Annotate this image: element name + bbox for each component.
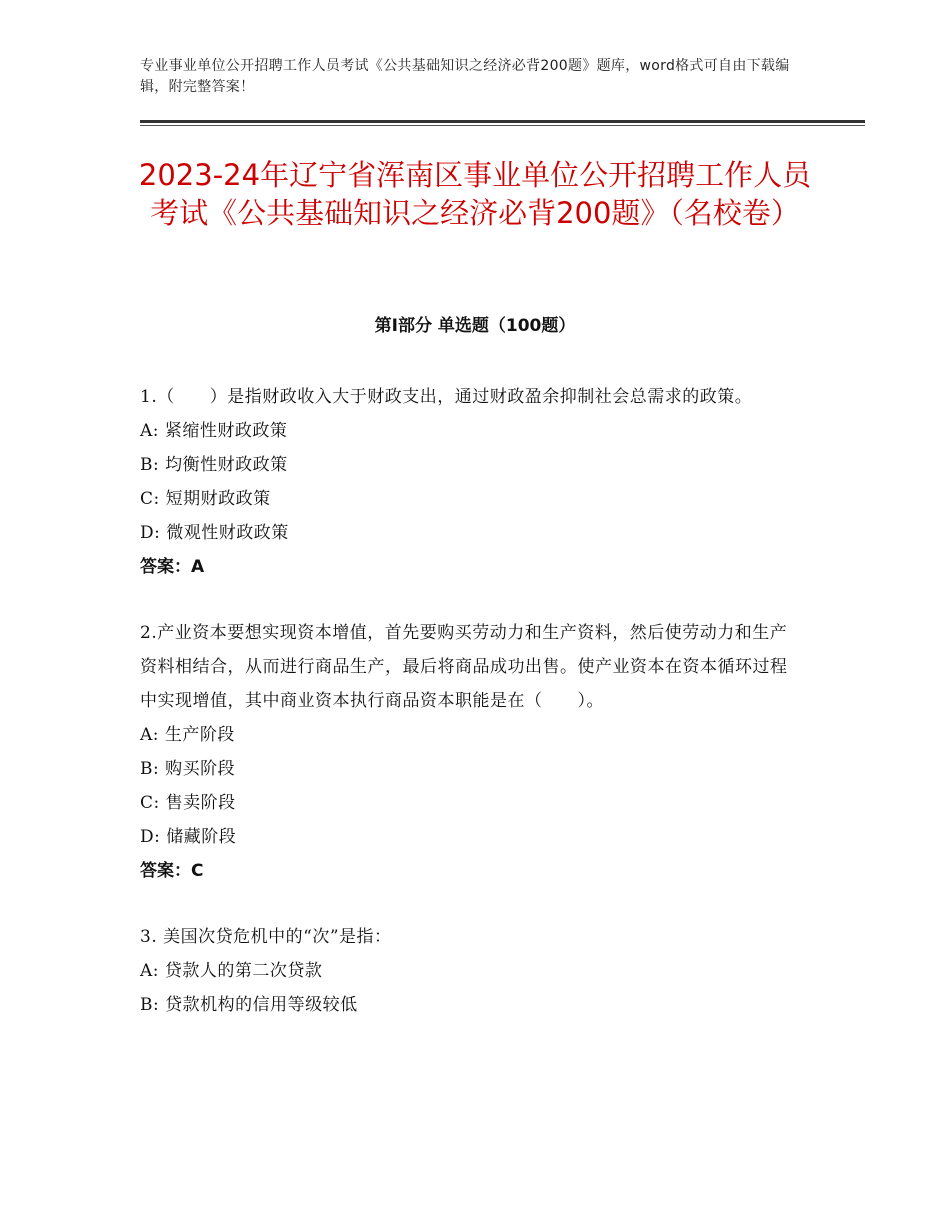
- option-b: B: 贷款机构的信用等级较低: [140, 995, 358, 1015]
- question-text: 3. 美国次贷危机中的“次”是指：: [140, 927, 392, 947]
- answer: 答案：C: [140, 861, 204, 881]
- option-b: B: 均衡性财政政策: [140, 455, 288, 475]
- question-text: 2.产业资本要想实现资本增值，首先要购买劳动力和生产资料，然后使劳动力和生产资料相结合，从而进行商品生产，最后将商品成功出售。使产业资本在资本循环过程中实现增值，其中商业资本执行商品资本职能是在（ ）。: [140, 623, 788, 711]
- option-b: B: 购买阶段: [140, 759, 236, 779]
- option-c: C: 售卖阶段: [140, 793, 236, 813]
- option-d: D: 微观性财政政策: [140, 523, 289, 543]
- question-list: [140, 380, 800, 1054]
- option-d: D: 储藏阶段: [140, 827, 237, 847]
- question-2: [140, 616, 800, 888]
- option-c: C: 短期财政政策: [140, 489, 271, 509]
- header-rule-thick: [140, 120, 865, 123]
- answer: 答案：A: [140, 557, 205, 577]
- option-a: A: 生产阶段: [140, 725, 235, 745]
- option-a: A: 贷款人的第二次贷款: [140, 961, 323, 981]
- option-a: A: 紧缩性财政政策: [140, 421, 288, 441]
- question-1: [140, 380, 800, 584]
- section-title: 第Ⅰ部分 单选题（100题）: [374, 316, 576, 336]
- document-title: 2023-24年辽宁省浑南区事业单位公开招聘工作人员考试《公共基础知识之经济必背200题》（名校卷）: [138, 158, 812, 230]
- header-rule-thin: [140, 125, 865, 126]
- question-text: 1.（ ）是指财政收入大于财政支出，通过财政盈余抑制社会总需求的政策。: [140, 387, 753, 407]
- question-3: [140, 920, 800, 1022]
- header-note: 专业事业单位公开招聘工作人员考试《公共基础知识之经济必背200题》题库，word格式可自由下载编辑，附完整答案！: [140, 58, 790, 95]
